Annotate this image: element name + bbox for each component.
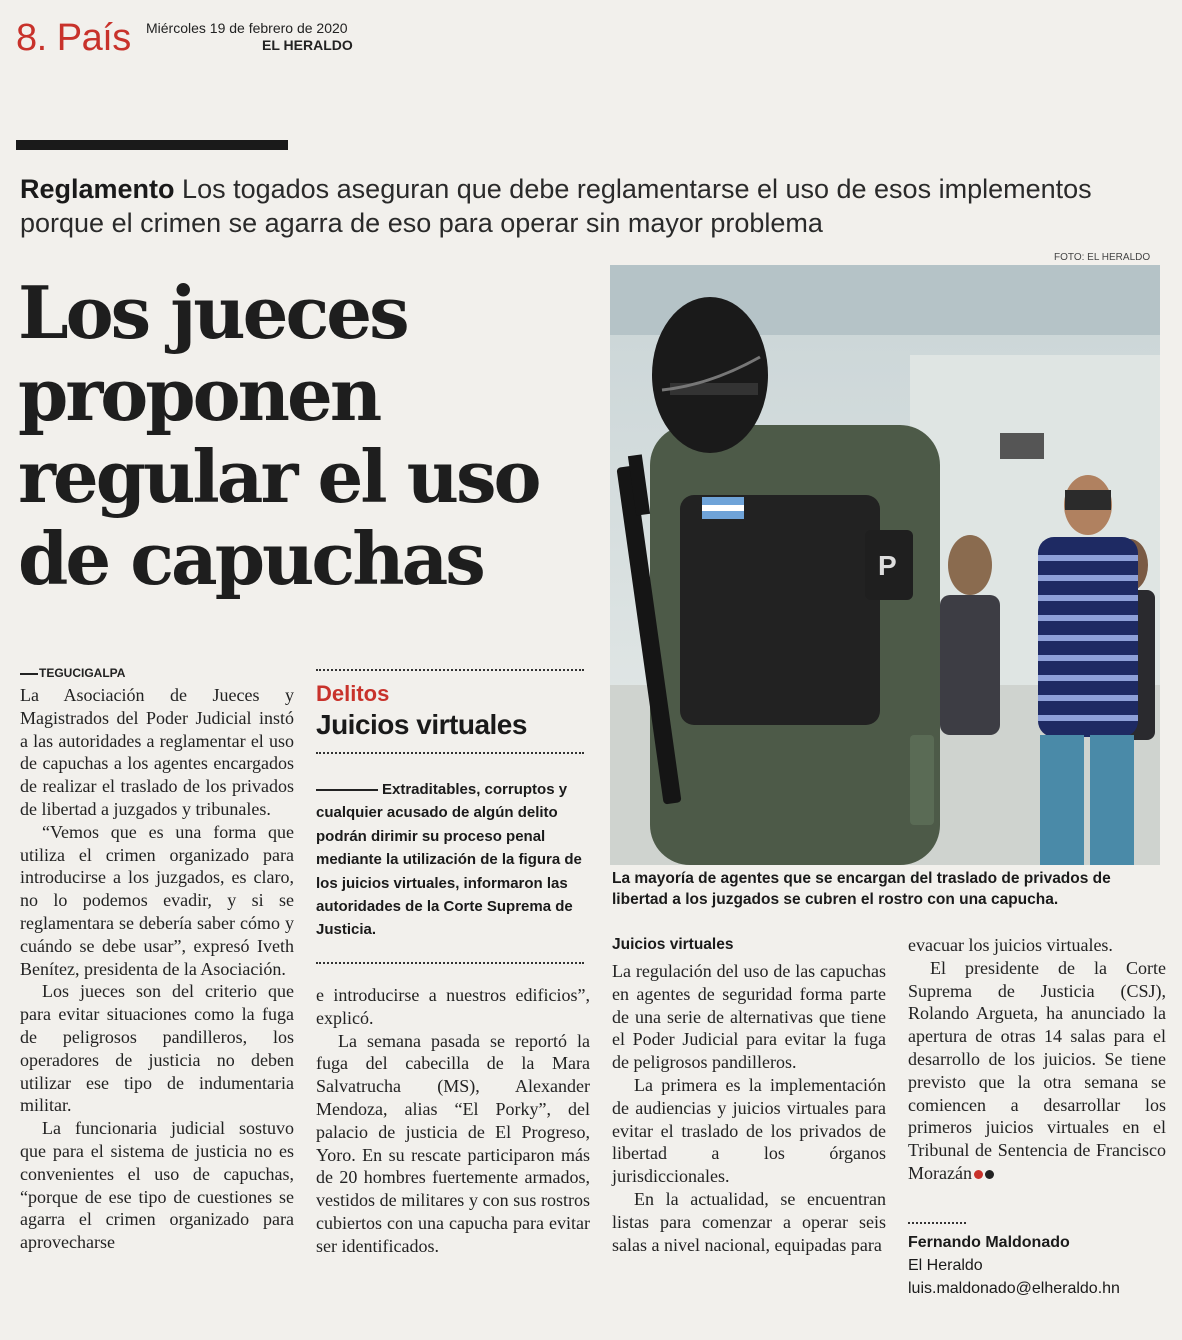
sidebar-title: Juicios virtuales <box>316 709 527 740</box>
photo-illustration <box>610 265 1160 865</box>
paragraph: La Asociación de Jueces y Magistrados del Poder Judicial instó a las autoridades a reglamentar el uso de capuchas a los agentes encargados de realizar el traslado de los privados de libertad a juzgados y tribunales. <box>20 685 294 819</box>
sidebar-divider <box>316 669 584 671</box>
article-column-3 <box>612 960 886 1256</box>
striped-shirt <box>1038 537 1138 737</box>
sidebar-divider <box>316 752 584 754</box>
byline-divider <box>908 1222 966 1224</box>
end-mark-icon <box>985 1170 994 1179</box>
top-rule <box>16 140 288 150</box>
dateline: TEGUCIGALPA <box>20 666 125 680</box>
kicker-text: Los togados aseguran que debe reglamentarse el uso de esos implementos porque el crimen se agarra de eso para operar sin mayor problema <box>20 174 1092 238</box>
section-name: 8. País <box>16 17 131 59</box>
byline-email[interactable]: luis.maldonado@elheraldo.hn <box>908 1280 1120 1297</box>
article-column-1 <box>20 684 294 1254</box>
byline-org: El Heraldo <box>908 1257 983 1274</box>
kicker-label: Reglamento <box>20 174 175 204</box>
sidebar-text <box>316 778 584 942</box>
byline-name: Fernando Maldonado <box>908 1234 1070 1251</box>
paragraph: Los jueces son del criterio que para evitar situaciones como la fuga de peligrosos pandilleros, los operadores de justicia no deben utilizar ese tipo de indumentaria militar. <box>20 981 294 1116</box>
paragraph <box>908 957 1166 1185</box>
headline: Los jueces proponen regular el uso de capuchas <box>18 270 539 601</box>
newspaper-name: EL HERALDO <box>262 37 353 53</box>
paragraph: La funcionaria judicial sostuvo que para el sistema de justicia no es convenientes el uso de capuchas, “porque de ese tipo de cuestiones se agarra el crimen organizado para aprovecharse <box>20 1118 294 1253</box>
paragraph: La primera es la implementación de audiencias y juicios virtuales para evitar el traslado de los privados de libertad a los órganos jurisdiccionales. <box>612 1074 886 1187</box>
paragraph: La semana pasada se reportó la fuga del cabecilla de la Mara Salvatrucha (MS), Alexander Mendoza, alias “El Porky”, del palacio de justicia de El Progreso, Yoro. En su rescate participaron más de 20 hombres fuertemente armados, vestidos de militares y con sus rostros cubiertos con una capucha para evitar ser identificados. <box>316 1030 590 1256</box>
issue-date: Miércoles 19 de febrero de 2020 <box>146 20 348 36</box>
article-column-4 <box>908 934 1166 1185</box>
sidebar-divider <box>316 962 584 964</box>
paragraph: evacuar los juicios virtuales. <box>908 935 1113 955</box>
svg-text:P: P <box>878 550 897 581</box>
end-mark-icon <box>974 1170 983 1179</box>
paragraph: e introducirse a nuestros edificios”, explicó. <box>316 985 590 1028</box>
sidebar-body: Extraditables, corruptos y cualquier acusado de algún delito podrán dirimir su proceso penal mediante la utilización de la figura de los juicios virtuales, informaron las autoridades de la Corte Suprema de Justicia. <box>316 781 582 939</box>
paragraph-text: El presidente de la Corte Suprema de Justicia (CSJ), Rolando Argueta, ha anunciado la apertura de otras 14 salas para el desarrollo de los juicios. Se tiene previsto que la otra semana se comiencen a desarrollar los primeros juicios virtuales en el Tribunal de Sentencia de Francisco Morazán <box>908 957 1166 1183</box>
subhead: Juicios virtuales <box>612 936 734 953</box>
article-photo <box>610 265 1160 865</box>
sign-icon <box>1000 433 1044 459</box>
paragraph: “Vemos que es una forma que utiliza el crimen organizado para introducirse a los juzgados, es claro, no lo podemos evadir, y si se reglamentara se debería saber cómo y cuándo se debe usar”, expresó Iveth Benítez, presidenta de la Asociación. <box>20 821 294 979</box>
paragraph: La regulación del uso de las capuchas en agentes de seguridad forma parte de una serie de alternativas que tiene el Poder Judicial para evitar la fuga de peligrosos pandilleros. <box>612 961 886 1073</box>
kicker <box>20 172 1170 240</box>
paragraph: En la actualidad, se encuentran listas para comenzar a operar seis salas a nivel nacional, equipadas para <box>612 1188 886 1255</box>
photo-credit: FOTO: EL HERALDO <box>1054 252 1151 263</box>
article-column-2 <box>316 984 590 1258</box>
sidebar-section: Delitos <box>316 681 390 706</box>
photo-caption: La mayoría de agentes que se encargan del traslado de privados de libertad a los juzgados se cubren el rostro con una capucha. <box>612 870 1111 908</box>
